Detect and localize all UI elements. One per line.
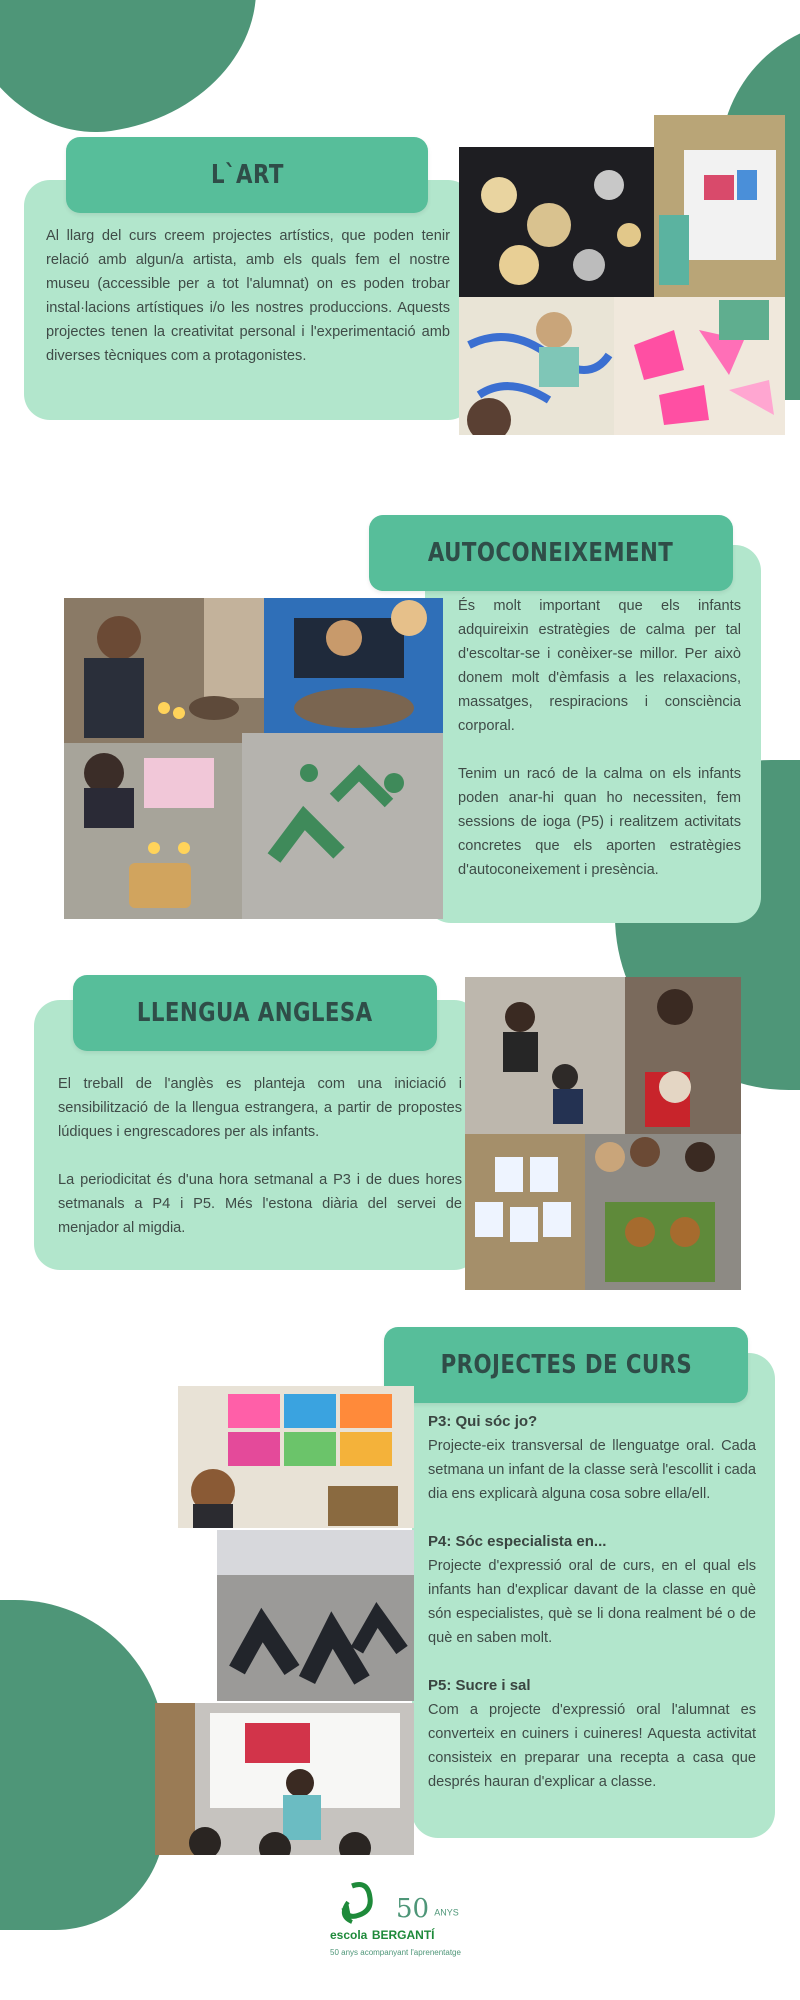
angles-text	[58, 1072, 462, 1240]
art-paragraph: Al llarg del curs creem projectes artístics, que poden tenir relació amb algun/a artista, amb els quals fem el nostre museu (accessible per a tot l'alumnat) on es poden trobar instal·lacions artístiques i/o les nostres produccions. Aquests projectes tenen la creativitat personal i l'experimentació amb diverses tècniques com a protagonistes.	[46, 228, 450, 364]
projectes-photo-wall-svg	[178, 1386, 414, 1528]
autoconeixement-photos-svg	[64, 598, 443, 919]
section-title: L`ART	[210, 160, 284, 190]
project-description: Projecte-eix transversal de llenguatge oral. Cada setmana un infant de la classe serà l'escollit i cada dia ens explicarà alguna cosa sobre ella/ell.	[428, 1438, 756, 1502]
section-title: LLENGUA ANGLESA	[137, 998, 373, 1028]
angles-photo-classroom-floor	[465, 977, 625, 1134]
angles-photos-svg	[465, 977, 741, 1290]
logo-name-line	[330, 1926, 434, 1944]
autoconeixement-title-pill	[369, 515, 733, 591]
projectes-photo-yoga-class-svg	[217, 1530, 414, 1701]
art-title-pill	[66, 137, 428, 213]
projectes-item-p4	[428, 1530, 756, 1650]
angles-photo-cards	[465, 1134, 585, 1290]
projectes-photo-whiteboard	[155, 1703, 414, 1855]
project-heading: P5: Sucre i sal	[428, 1677, 531, 1694]
projectes-text	[428, 1410, 756, 1794]
art-photo-drawing-children	[459, 297, 614, 435]
project-heading: P4: Sóc especialista en...	[428, 1533, 607, 1550]
autoconeixement-paragraph-2: Tenim un racó de la calma on els infants poden anar-hi quan ho necessiten, fem sessions de ioga (P5) i realitzem activitats concretes que els aporten estratègies d'autoconeixement i presència.	[458, 766, 741, 878]
project-description: Com a projecte d'expressió oral l'alumnat es converteix en cuiners i cuineres! Aquesta activitat consisteix en preparar una recepta a casa que després hauran d'explicar a classe.	[428, 1702, 756, 1790]
autoconeixement-text	[458, 594, 741, 882]
autoconeixement-photo-collage	[64, 598, 443, 919]
project-description: Projecte d'expressió oral de curs, en el qual els infants han d'explicar davant de la classe en què són especialistes, què se li dona realment bé o de què en saben molt.	[428, 1558, 756, 1646]
logo-school-name: BERGANTÍ	[371, 1928, 435, 1942]
project-heading: P3: Qui sóc jo?	[428, 1413, 538, 1430]
autoconeixement-paragraph-1: És molt important que els infants adquireixin estratègies de calma per tal d'escoltar-se i conèixer-se millor. Per això donem molt d'èmfasis a les relaxacions, massatges, respiracions i consciència corporal.	[458, 598, 741, 734]
angles-photo-teddy	[625, 977, 741, 1134]
projectes-item-p3	[428, 1410, 756, 1506]
projectes-title-pill	[384, 1327, 748, 1403]
logo-anniversary-word: ANYS	[434, 1907, 459, 1918]
projectes-photo-whiteboard-svg	[155, 1703, 414, 1855]
angles-photo-storybook	[585, 1134, 741, 1290]
art-photos-svg	[459, 115, 785, 435]
art-photo-easel	[654, 115, 785, 297]
art-photo-colored-paper	[614, 297, 785, 435]
section-title: AUTOCONEIXEMENT	[428, 538, 674, 568]
logo-anniversary	[396, 1894, 459, 1924]
autoconeixement-photo-candle-table	[64, 743, 242, 919]
art-photo-painting-floor	[459, 147, 654, 297]
section-title: PROJECTES DE CURS	[440, 1350, 692, 1380]
school-logo	[330, 1880, 480, 1960]
decorative-blob-bottom-left	[0, 1600, 165, 1930]
logo-anniversary-number: 50	[396, 1894, 430, 1924]
angles-title-pill	[73, 975, 437, 1051]
art-photo-collage	[459, 115, 785, 435]
angles-paragraph-1: El treball de l'anglès es planteja com una iniciació i sensibilització de la llengua estrangera, a partir de propostes lúdiques i engrescadores per als infants.	[58, 1076, 462, 1140]
autoconeixement-photo-candles-child	[64, 598, 264, 743]
angles-paragraph-2: La periodicitat és d'una hora setmanal a P3 i de dues hores setmanals a P4 i P5. Més l'estona diària del servei de menjador al migdia.	[58, 1172, 462, 1236]
angles-photo-collage	[465, 977, 741, 1290]
logo-tagline: 50 anys acompanyant l'aprenentatge	[330, 1948, 461, 1957]
decorative-blob-top-left	[0, 0, 274, 150]
projectes-photo-yoga-class	[217, 1530, 414, 1701]
autoconeixement-photo-yoga	[242, 733, 443, 919]
logo-school-word: escola	[330, 1928, 368, 1942]
projectes-item-p5	[428, 1674, 756, 1794]
projectes-photo-wall	[178, 1386, 414, 1528]
autoconeixement-photo-lying-children	[264, 598, 443, 733]
art-text	[46, 224, 450, 368]
